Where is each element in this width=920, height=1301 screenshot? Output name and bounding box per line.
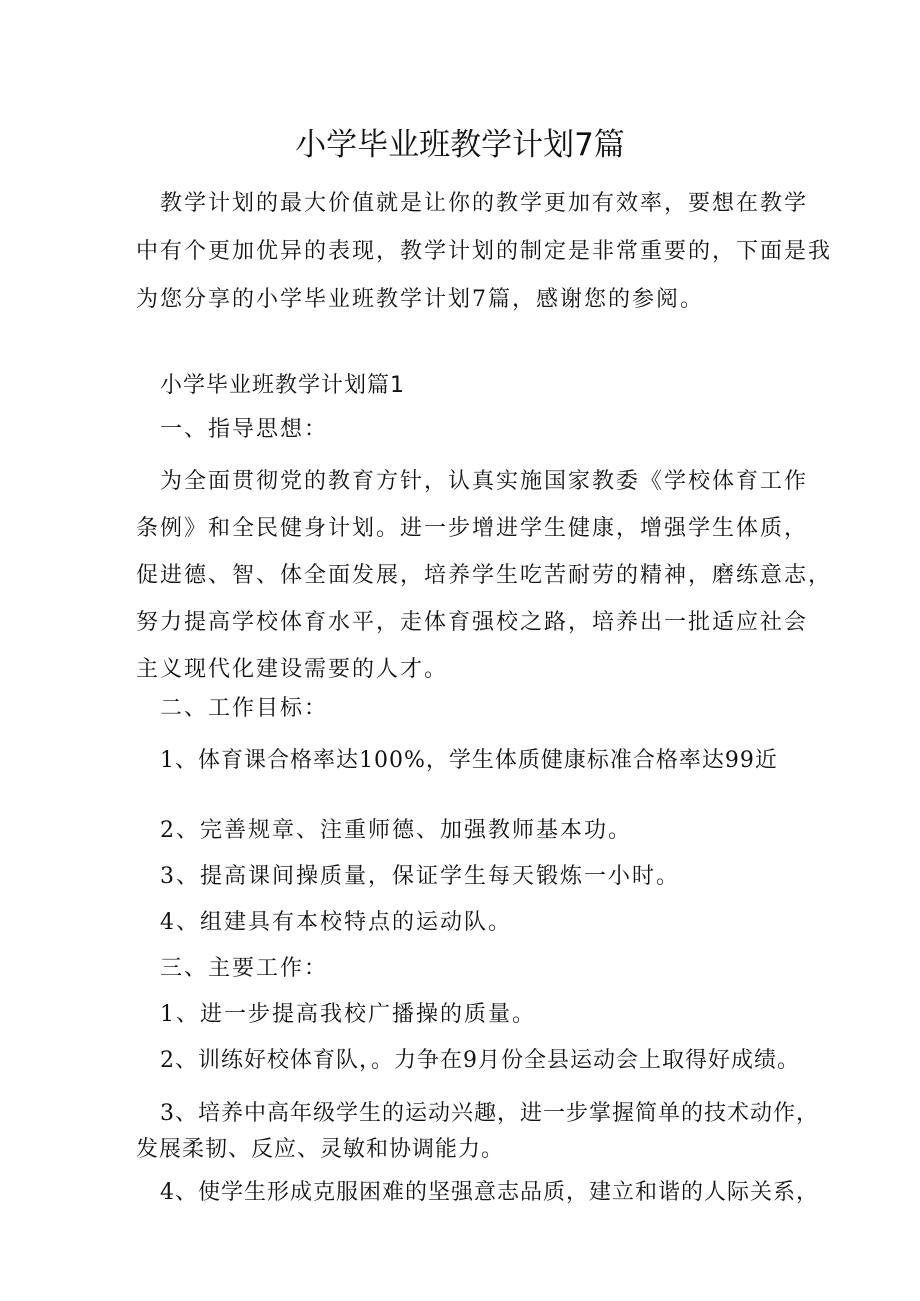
part1-line: 为全面贯彻党的教育方针，认真实施国家教委《学校体育工作 [160,469,809,494]
work-item-3-line: 发展柔韧、反应、灵敏和协调能力。 [136,1137,505,1162]
part1-line: 条例》和全民健身计划。进一步增进学生健康，增强学生体质， [136,516,809,541]
part1-paragraph [136,458,832,693]
part1-heading: 一、指导思想： [160,417,329,442]
part3-heading: 三、主要工作： [160,956,329,981]
goal-item-4: 4、组建具有本校特点的运动队。 [160,910,512,935]
goal-item-3: 3、提高课间操质量，保证学生每天锻炼一小时。 [160,864,680,889]
section-heading: 小学毕业班教学计划篇1 [160,373,405,398]
work-item-3 [136,1096,819,1168]
intro-line: 为您分享的小学毕业班教学计划7篇，感谢您的参阅。 [136,287,704,312]
part1-line: 促进德、智、体全面发展，培养学生吃苦耐劳的精神，磨练意志， [136,563,833,588]
part1-line: 主义现代化建设需要的人才。 [136,657,449,682]
part1-line: 努力提高学校体育水平，走体育强校之路，培养出一批适应社会 [136,610,809,635]
work-item-1: 1、进一步提高我校广播操的质量。 [160,1002,536,1027]
intro-line: 教学计划的最大价值就是让你的教学更加有效率，要想在教学 [160,191,809,216]
goal-item-2: 2、完善规章、注重师德、加强教师基本功。 [160,818,632,843]
intro-line: 中有个更加优异的表现，教学计划的制定是非常重要的，下面是我 [136,239,833,264]
work-item-2: 2、训练好校体育队，。力争在9月份全县运动会上取得好成绩。 [160,1048,800,1073]
work-item-4: 4、使学生形成克服困难的坚强意志品质，建立和谐的人际关系， [160,1180,819,1205]
intro-paragraph [136,180,833,324]
goal-item-1: 1、体育课合格率达100%，学生体质健康标准合格率达99近 [160,748,778,773]
document-title: 小学毕业班教学计划7篇 [295,127,625,163]
part2-heading: 二、工作目标： [160,696,329,721]
work-item-3-line: 3、培养中高年级学生的运动兴趣，进一步掌握简单的技术动作， [160,1101,819,1126]
